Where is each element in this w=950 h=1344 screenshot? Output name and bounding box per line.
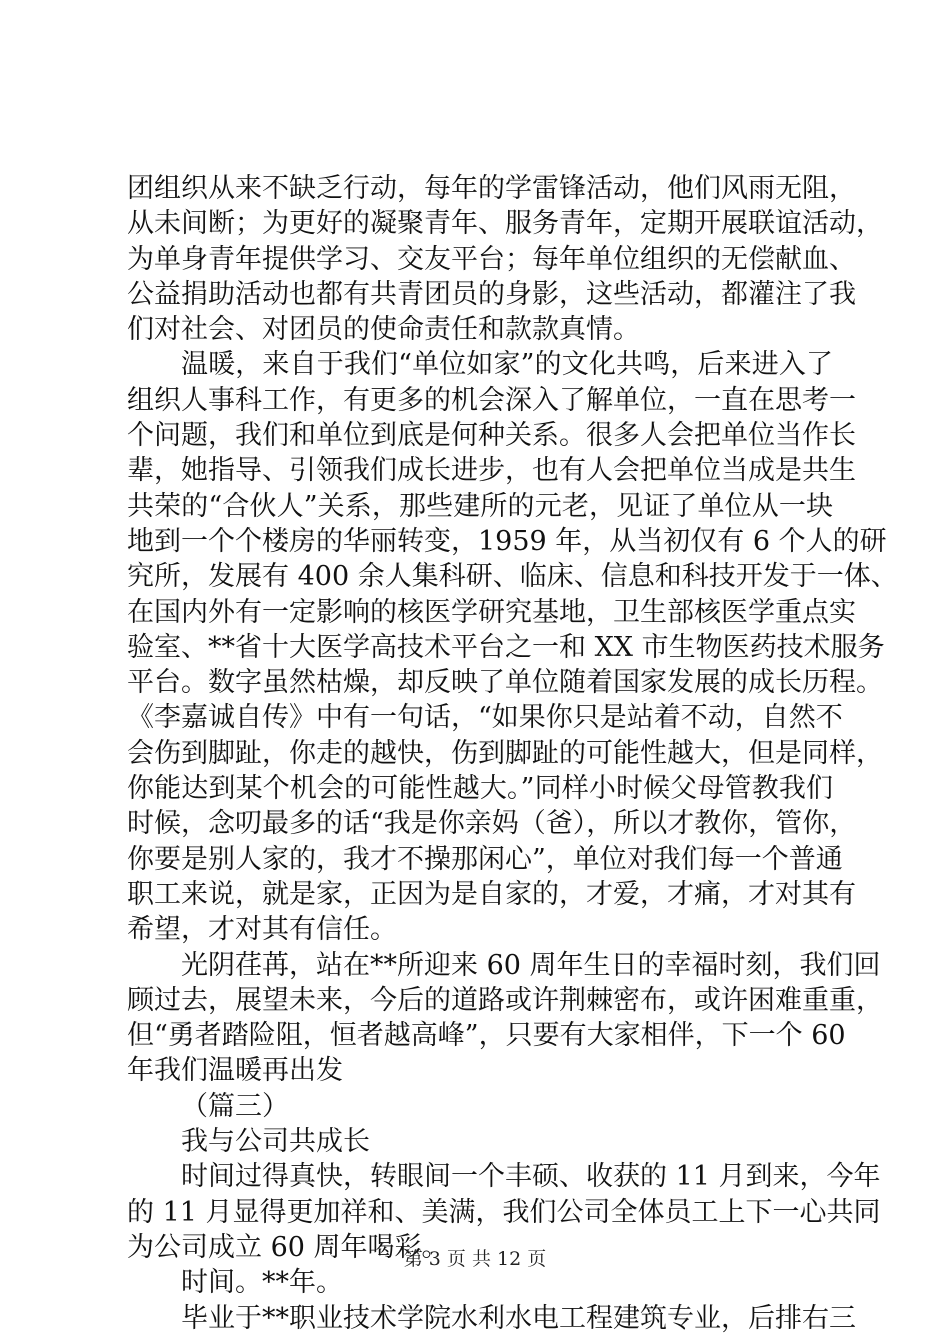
text-line: 平台。数字虽然枯燥，却反映了单位随着国家发展的成长历程。 [127, 667, 883, 699]
text-line: 团组织从来不缺乏行动，每年的学雷锋活动，他们风雨无阻， [127, 173, 856, 204]
text-line: 会伤到脚趾，你走的越快，伤到脚趾的可能性越大，但是同样， [127, 737, 883, 769]
document-body [127, 171, 898, 1336]
text-line: 时候，念叨最多的话“我是你亲妈（爸），所以才教你，管你， [127, 808, 857, 840]
text-line: 温暖，来自于我们“单位如家”的文化共鸣，后来进入了 [181, 349, 833, 381]
text-line: （篇三） [181, 1090, 289, 1122]
text-line: 时间。**年。 [181, 1267, 343, 1299]
text-line: 从未间断；为更好的凝聚青年、服务青年，定期开展联谊活动， [127, 208, 883, 240]
text-line: 验室、**省十大医学高技术平台之一和 XX 市生物医药技术服务 [127, 631, 885, 663]
text-line: 你能达到某个机会的可能性越大。”同样小时候父母管教我们 [127, 773, 833, 805]
text-line: 时间过得真快，转眼间一个丰硕、收获的 11 月到来，今年 [181, 1161, 881, 1193]
text-line: 光阴荏苒，站在**所迎来 60 周年生日的幸福时刻，我们回 [181, 949, 881, 981]
text-line: 地到一个个楼房的华丽转变，1959 年，从当初仅有 6 个人的研 [127, 525, 887, 557]
text-line: 《李嘉诚自传》中有一句话，“如果你只是站着不动，自然不 [127, 702, 843, 734]
text-line: 共荣的“合伙人”关系，那些建所的元老，见证了单位从一块 [127, 490, 833, 522]
text-line: 我与公司共成长 [181, 1126, 370, 1158]
page-footer: 第 3 页 共 12 页 [403, 1248, 547, 1270]
text-line: 你要是别人家的，我才不操那闲心”，单位对我们每一个普通 [127, 843, 843, 875]
text-line: 个问题，我们和单位到底是何种关系。很多人会把单位当作长 [127, 420, 856, 452]
text-line: 组织人事科工作，有更多的机会深入了解单位，一直在思考一 [127, 384, 856, 416]
text-line: 年我们温暖再出发 [127, 1055, 343, 1087]
text-line: 们对社会、对团员的使命责任和款款真情。 [127, 314, 640, 346]
text-line: 职工来说，就是家，正因为是自家的，才爱，才痛，才对其有 [127, 878, 856, 910]
text-line: 公益捐助活动也都有共青团员的身影，这些活动，都灌注了我 [127, 278, 856, 310]
text-line: 辈，她指导、引领我们成长进步，也有人会把单位当成是共生 [127, 455, 856, 487]
text-line: 的 11 月显得更加祥和、美满，我们公司全体员工上下一心共同 [127, 1196, 881, 1228]
text-line: 为单身青年提供学习、交友平台；每年单位组织的无偿献血、 [127, 243, 856, 275]
text-line: 但“勇者踏险阻，恒者越高峰”，只要有大家相伴，下一个 60 [127, 1020, 846, 1052]
text-line: 毕业于**职业技术学院水利水电工程建筑专业，后排右三 [181, 1302, 856, 1334]
text-line: 究所，发展有 400 余人集科研、临床、信息和科技开发于一体、 [127, 561, 898, 593]
text-line: 希望，才对其有信任。 [127, 914, 397, 946]
text-line: 在国内外有一定影响的核医学研究基地，卫生部核医学重点实 [127, 596, 856, 628]
text-line: 为公司成立 60 周年喝彩。 [127, 1231, 449, 1263]
text-line: 顾过去，展望未来，今后的道路或许荆棘密布，或许困难重重， [127, 984, 883, 1016]
